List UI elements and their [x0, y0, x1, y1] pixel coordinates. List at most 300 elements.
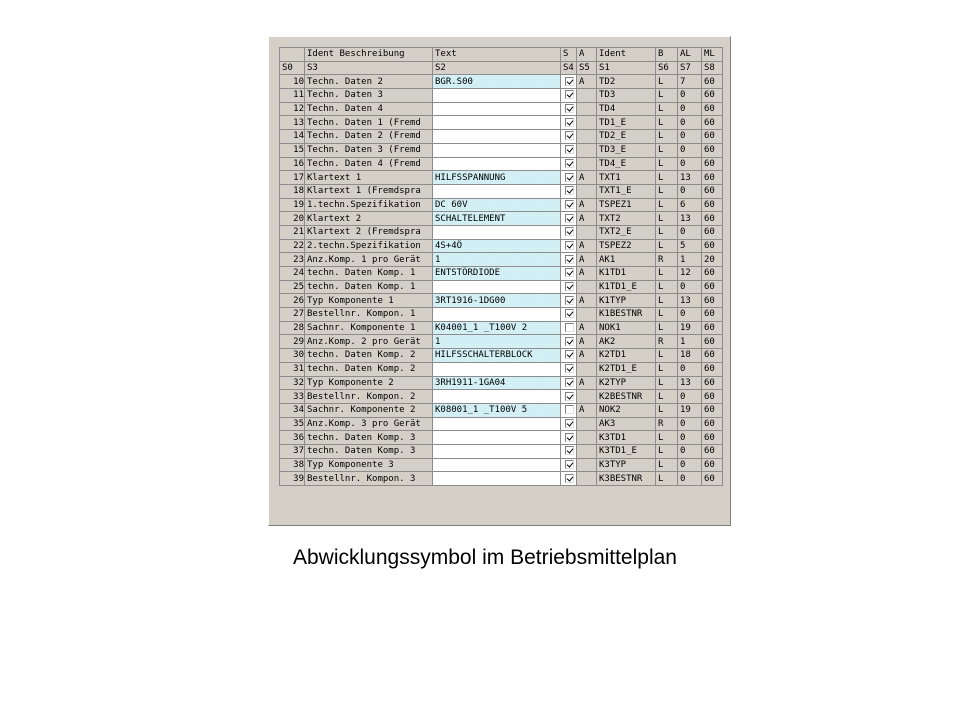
text-input-cell[interactable] — [433, 130, 561, 144]
row-number[interactable]: 36 — [280, 431, 305, 445]
al-cell: 0 — [678, 225, 702, 239]
table-row — [280, 321, 723, 335]
text-input-cell[interactable] — [433, 431, 561, 445]
ident-cell: K3TD1 — [597, 431, 656, 445]
b-cell: L — [656, 212, 678, 226]
show-checkbox[interactable] — [565, 227, 574, 236]
row-number[interactable]: 13 — [280, 116, 305, 130]
al-cell: 0 — [678, 444, 702, 458]
ident-description-cell: Techn. Daten 1 (Fremd — [305, 116, 433, 130]
text-input-cell[interactable]: 1 — [433, 335, 561, 349]
al-cell: 13 — [678, 171, 702, 185]
text-input-cell[interactable]: BGR.S00 — [433, 75, 561, 89]
text-input-cell[interactable]: HILFSSCHALTERBLOCK — [433, 349, 561, 363]
ident-cell: K3BESTNR — [597, 472, 656, 486]
show-checkbox[interactable] — [565, 77, 574, 86]
show-checkbox[interactable] — [565, 104, 574, 113]
row-number[interactable]: 34 — [280, 403, 305, 417]
al-cell: 13 — [678, 376, 702, 390]
table-row — [280, 431, 723, 445]
ml-cell: 60 — [702, 403, 723, 417]
column-header[interactable]: Ident Beschreibung — [305, 48, 433, 62]
show-checkbox[interactable] — [565, 309, 574, 318]
a-flag-cell: A — [577, 403, 597, 417]
row-number[interactable]: 23 — [280, 253, 305, 267]
al-cell: 0 — [678, 130, 702, 144]
text-input-cell[interactable]: ENTSTÖRDIODE — [433, 267, 561, 281]
show-checkbox[interactable] — [565, 446, 574, 455]
ident-description-cell: Klartext 1 — [305, 171, 433, 185]
ident-cell: K1TD1 — [597, 267, 656, 281]
a-flag-cell — [577, 225, 597, 239]
ml-cell: 60 — [702, 116, 723, 130]
ident-cell: AK3 — [597, 417, 656, 431]
al-cell: 0 — [678, 458, 702, 472]
row-number[interactable]: 39 — [280, 472, 305, 486]
row-number[interactable]: 14 — [280, 130, 305, 144]
show-checkbox[interactable] — [565, 378, 574, 387]
ident-description-cell: Typ Komponente 3 — [305, 458, 433, 472]
ident-cell: K2TD1 — [597, 349, 656, 363]
b-cell: L — [656, 171, 678, 185]
al-cell: 0 — [678, 472, 702, 486]
al-cell: 0 — [678, 280, 702, 294]
table-row — [280, 267, 723, 281]
column-header[interactable]: S — [561, 48, 577, 62]
show-checkbox[interactable] — [565, 433, 574, 442]
table-row — [280, 376, 723, 390]
ml-cell: 60 — [702, 184, 723, 198]
a-flag-cell: A — [577, 253, 597, 267]
al-cell: 6 — [678, 198, 702, 212]
show-checkbox[interactable] — [565, 474, 574, 483]
show-checkbox[interactable] — [565, 173, 574, 182]
a-flag-cell: A — [577, 376, 597, 390]
a-flag-cell — [577, 472, 597, 486]
row-number[interactable]: 35 — [280, 417, 305, 431]
table-row — [280, 184, 723, 198]
al-cell: 1 — [678, 335, 702, 349]
row-number[interactable]: 22 — [280, 239, 305, 253]
ml-cell: 60 — [702, 390, 723, 404]
ml-cell: 60 — [702, 458, 723, 472]
ml-cell: 60 — [702, 143, 723, 157]
al-cell: 19 — [678, 321, 702, 335]
al-cell: 12 — [678, 267, 702, 281]
ident-cell: AK1 — [597, 253, 656, 267]
a-flag-cell — [577, 157, 597, 171]
row-number[interactable]: 31 — [280, 362, 305, 376]
al-cell: 19 — [678, 403, 702, 417]
checkbox-cell — [561, 321, 577, 335]
checkbox-cell — [561, 225, 577, 239]
table-row — [280, 335, 723, 349]
row-number[interactable]: 11 — [280, 89, 305, 103]
ident-description-cell: techn. Daten Komp. 3 — [305, 444, 433, 458]
checkbox-cell — [561, 75, 577, 89]
row-number[interactable]: 25 — [280, 280, 305, 294]
checkbox-cell — [561, 116, 577, 130]
b-cell: R — [656, 253, 678, 267]
row-number[interactable]: 24 — [280, 267, 305, 281]
text-input-cell[interactable] — [433, 458, 561, 472]
ident-cell: TXT1 — [597, 171, 656, 185]
table-row — [280, 225, 723, 239]
ml-cell: 60 — [702, 157, 723, 171]
al-cell: 18 — [678, 349, 702, 363]
ml-cell: 60 — [702, 75, 723, 89]
text-input-cell[interactable]: 3RH1911-1GA04 — [433, 376, 561, 390]
checkbox-cell — [561, 198, 577, 212]
row-number[interactable]: 20 — [280, 212, 305, 226]
row-number[interactable]: 28 — [280, 321, 305, 335]
show-checkbox[interactable] — [565, 323, 574, 332]
ident-description-cell: Klartext 1 (Fremdspra — [305, 184, 433, 198]
ident-cell: TD4 — [597, 102, 656, 116]
b-cell: R — [656, 335, 678, 349]
ident-cell: K1TD1_E — [597, 280, 656, 294]
column-header[interactable]: A — [577, 48, 597, 62]
ident-description-cell: Anz.Komp. 2 pro Gerät — [305, 335, 433, 349]
show-checkbox[interactable] — [565, 405, 574, 414]
text-input-cell[interactable]: SCHALTELEMENT — [433, 212, 561, 226]
b-cell: L — [656, 157, 678, 171]
show-checkbox[interactable] — [565, 255, 574, 264]
ident-description-cell: Techn. Daten 3 — [305, 89, 433, 103]
show-checkbox[interactable] — [565, 145, 574, 154]
table-row — [280, 294, 723, 308]
ml-cell: 60 — [702, 335, 723, 349]
ident-cell: NOK2 — [597, 403, 656, 417]
ident-cell: NOK1 — [597, 321, 656, 335]
row-number[interactable]: 17 — [280, 171, 305, 185]
ml-cell: 60 — [702, 308, 723, 322]
table-row — [280, 472, 723, 486]
text-input-cell[interactable] — [433, 417, 561, 431]
table-row — [280, 349, 723, 363]
al-cell: 0 — [678, 431, 702, 445]
a-flag-cell — [577, 444, 597, 458]
ident-description-cell: Sachnr. Komponente 1 — [305, 321, 433, 335]
table-row — [280, 239, 723, 253]
b-cell: L — [656, 444, 678, 458]
ident-cell: K3TYP — [597, 458, 656, 472]
ident-cell: K2TYP — [597, 376, 656, 390]
ident-description-cell: Bestellnr. Kompon. 1 — [305, 308, 433, 322]
ident-description-cell: techn. Daten Komp. 1 — [305, 280, 433, 294]
table-row — [280, 171, 723, 185]
text-input-cell[interactable]: DC 60V — [433, 198, 561, 212]
al-cell: 0 — [678, 308, 702, 322]
column-subheader: S8 — [702, 61, 723, 75]
checkbox-cell — [561, 89, 577, 103]
ident-description-cell: Bestellnr. Kompon. 3 — [305, 472, 433, 486]
table-row — [280, 102, 723, 116]
text-input-cell[interactable] — [433, 116, 561, 130]
checkbox-cell — [561, 143, 577, 157]
row-number[interactable]: 18 — [280, 184, 305, 198]
ident-description-cell: techn. Daten Komp. 2 — [305, 362, 433, 376]
checkbox-cell — [561, 239, 577, 253]
column-subheader: S0 — [280, 61, 305, 75]
al-cell: 13 — [678, 212, 702, 226]
table-row — [280, 116, 723, 130]
column-subheader: S4 — [561, 61, 577, 75]
a-flag-cell — [577, 89, 597, 103]
column-header[interactable]: B — [656, 48, 678, 62]
checkbox-cell — [561, 308, 577, 322]
show-checkbox[interactable] — [565, 350, 574, 359]
ident-cell: TD2_E — [597, 130, 656, 144]
table-row — [280, 403, 723, 417]
b-cell: L — [656, 458, 678, 472]
column-header[interactable]: AL — [678, 48, 702, 62]
checkbox-cell — [561, 349, 577, 363]
ident-cell: TXT1_E — [597, 184, 656, 198]
column-subheader: S6 — [656, 61, 678, 75]
table-row — [280, 130, 723, 144]
table-row — [280, 280, 723, 294]
b-cell: L — [656, 362, 678, 376]
show-checkbox[interactable] — [565, 460, 574, 469]
show-checkbox[interactable] — [565, 118, 574, 127]
ml-cell: 60 — [702, 171, 723, 185]
row-number[interactable]: 19 — [280, 198, 305, 212]
show-checkbox[interactable] — [565, 392, 574, 401]
show-checkbox[interactable] — [565, 364, 574, 373]
b-cell: L — [656, 294, 678, 308]
ident-description-cell: Anz.Komp. 3 pro Gerät — [305, 417, 433, 431]
column-header[interactable] — [280, 48, 305, 62]
a-flag-cell — [577, 116, 597, 130]
b-cell: L — [656, 403, 678, 417]
show-checkbox[interactable] — [565, 131, 574, 140]
column-subheader: S3 — [305, 61, 433, 75]
al-cell: 13 — [678, 294, 702, 308]
b-cell: L — [656, 75, 678, 89]
checkbox-cell — [561, 102, 577, 116]
b-cell: L — [656, 116, 678, 130]
text-input-cell[interactable] — [433, 143, 561, 157]
ml-cell: 60 — [702, 294, 723, 308]
text-input-cell[interactable]: 3RT1916-1DG00 — [433, 294, 561, 308]
table-row — [280, 253, 723, 267]
text-input-cell[interactable] — [433, 225, 561, 239]
show-checkbox[interactable] — [565, 200, 574, 209]
column-header[interactable]: Ident — [597, 48, 656, 62]
b-cell: L — [656, 225, 678, 239]
ident-cell: TD4_E — [597, 157, 656, 171]
a-flag-cell: A — [577, 198, 597, 212]
row-number[interactable]: 15 — [280, 143, 305, 157]
ident-description-cell: Anz.Komp. 1 pro Gerät — [305, 253, 433, 267]
checkbox-cell — [561, 431, 577, 445]
table-row — [280, 157, 723, 171]
ident-cell: K1TYP — [597, 294, 656, 308]
show-checkbox[interactable] — [565, 241, 574, 250]
show-checkbox[interactable] — [565, 268, 574, 277]
table-row — [280, 212, 723, 226]
text-input-cell[interactable] — [433, 280, 561, 294]
b-cell: L — [656, 376, 678, 390]
text-input-cell[interactable] — [433, 102, 561, 116]
text-input-cell[interactable] — [433, 157, 561, 171]
ident-cell: TD3 — [597, 89, 656, 103]
column-subheader: S2 — [433, 61, 561, 75]
show-checkbox[interactable] — [565, 419, 574, 428]
a-flag-cell — [577, 184, 597, 198]
show-checkbox[interactable] — [565, 296, 574, 305]
text-input-cell[interactable]: K08001_1 _T100V 5 — [433, 403, 561, 417]
row-number[interactable]: 16 — [280, 157, 305, 171]
table-row — [280, 390, 723, 404]
column-subheader: S7 — [678, 61, 702, 75]
al-cell: 0 — [678, 184, 702, 198]
show-checkbox[interactable] — [565, 159, 574, 168]
show-checkbox[interactable] — [565, 186, 574, 195]
checkbox-cell — [561, 171, 577, 185]
ml-cell: 60 — [702, 444, 723, 458]
table-row — [280, 458, 723, 472]
checkbox-cell — [561, 335, 577, 349]
show-checkbox[interactable] — [565, 337, 574, 346]
text-input-cell[interactable]: 4S+4Ö — [433, 239, 561, 253]
ml-cell: 60 — [702, 349, 723, 363]
a-flag-cell: A — [577, 239, 597, 253]
ident-cell: K2TD1_E — [597, 362, 656, 376]
a-flag-cell: A — [577, 75, 597, 89]
row-number[interactable]: 30 — [280, 349, 305, 363]
ident-cell: K1BESTNR — [597, 308, 656, 322]
text-input-cell[interactable] — [433, 184, 561, 198]
ml-cell: 60 — [702, 431, 723, 445]
slide-caption: Abwicklungssymbol im Betriebsmittelplan — [293, 546, 677, 569]
ident-description-cell: Typ Komponente 2 — [305, 376, 433, 390]
ml-cell: 60 — [702, 321, 723, 335]
a-flag-cell: A — [577, 171, 597, 185]
show-checkbox[interactable] — [565, 214, 574, 223]
ident-cell: TXT2_E — [597, 225, 656, 239]
text-input-cell[interactable] — [433, 390, 561, 404]
a-flag-cell — [577, 308, 597, 322]
ident-description-cell: Typ Komponente 1 — [305, 294, 433, 308]
a-flag-cell: A — [577, 294, 597, 308]
row-number[interactable]: 27 — [280, 308, 305, 322]
al-cell: 0 — [678, 390, 702, 404]
b-cell: L — [656, 102, 678, 116]
ml-cell: 60 — [702, 362, 723, 376]
ident-description-cell: Bestellnr. Kompon. 2 — [305, 390, 433, 404]
ml-cell: 60 — [702, 239, 723, 253]
ident-cell: TSPEZ1 — [597, 198, 656, 212]
text-input-cell[interactable] — [433, 444, 561, 458]
ml-cell: 60 — [702, 198, 723, 212]
a-flag-cell — [577, 130, 597, 144]
column-subheader: S1 — [597, 61, 656, 75]
ident-description-cell: techn. Daten Komp. 2 — [305, 349, 433, 363]
al-cell: 5 — [678, 239, 702, 253]
checkbox-cell — [561, 362, 577, 376]
al-cell: 0 — [678, 417, 702, 431]
a-flag-cell: A — [577, 267, 597, 281]
text-input-cell[interactable]: K04001_1 _T100V 2 — [433, 321, 561, 335]
column-header[interactable]: Text — [433, 48, 561, 62]
a-flag-cell — [577, 458, 597, 472]
table-row — [280, 444, 723, 458]
checkbox-cell — [561, 267, 577, 281]
row-number[interactable]: 26 — [280, 294, 305, 308]
row-number[interactable]: 33 — [280, 390, 305, 404]
parameter-table — [279, 47, 723, 486]
row-number[interactable]: 38 — [280, 458, 305, 472]
column-header[interactable]: ML — [702, 48, 723, 62]
table-row — [280, 143, 723, 157]
column-subheader-row — [280, 61, 723, 75]
table-row — [280, 89, 723, 103]
show-checkbox[interactable] — [565, 282, 574, 291]
checkbox-cell — [561, 280, 577, 294]
ident-description-cell: Techn. Daten 3 (Fremd — [305, 143, 433, 157]
ident-cell: TSPEZ2 — [597, 239, 656, 253]
al-cell: 0 — [678, 362, 702, 376]
text-input-cell[interactable] — [433, 362, 561, 376]
row-number[interactable]: 37 — [280, 444, 305, 458]
text-input-cell[interactable]: HILFSSPANNUNG — [433, 171, 561, 185]
text-input-cell[interactable] — [433, 89, 561, 103]
a-flag-cell: A — [577, 349, 597, 363]
table-row — [280, 198, 723, 212]
ident-cell: TD1_E — [597, 116, 656, 130]
checkbox-cell — [561, 157, 577, 171]
row-number[interactable]: 12 — [280, 102, 305, 116]
checkbox-cell — [561, 472, 577, 486]
b-cell: L — [656, 143, 678, 157]
table-row — [280, 417, 723, 431]
ident-cell: TD3_E — [597, 143, 656, 157]
checkbox-cell — [561, 458, 577, 472]
b-cell: L — [656, 431, 678, 445]
row-number[interactable]: 32 — [280, 376, 305, 390]
ident-description-cell: Klartext 2 — [305, 212, 433, 226]
checkbox-cell — [561, 253, 577, 267]
b-cell: L — [656, 239, 678, 253]
checkbox-cell — [561, 294, 577, 308]
ident-description-cell: 1.techn.Spezifikation — [305, 198, 433, 212]
checkbox-cell — [561, 376, 577, 390]
b-cell: L — [656, 390, 678, 404]
ml-cell: 60 — [702, 417, 723, 431]
text-input-cell[interactable] — [433, 308, 561, 322]
show-checkbox[interactable] — [565, 90, 574, 99]
al-cell: 0 — [678, 89, 702, 103]
row-number[interactable]: 21 — [280, 225, 305, 239]
b-cell: L — [656, 198, 678, 212]
b-cell: R — [656, 417, 678, 431]
parameter-grid-window — [268, 36, 731, 526]
text-input-cell[interactable]: 1 — [433, 253, 561, 267]
ml-cell: 60 — [702, 130, 723, 144]
ml-cell: 60 — [702, 280, 723, 294]
row-number[interactable]: 10 — [280, 75, 305, 89]
ident-description-cell: Techn. Daten 2 — [305, 75, 433, 89]
ml-cell: 60 — [702, 376, 723, 390]
row-number[interactable]: 29 — [280, 335, 305, 349]
al-cell: 0 — [678, 157, 702, 171]
a-flag-cell: A — [577, 212, 597, 226]
column-subheader: S5 — [577, 61, 597, 75]
ident-description-cell: Techn. Daten 4 — [305, 102, 433, 116]
text-input-cell[interactable] — [433, 472, 561, 486]
